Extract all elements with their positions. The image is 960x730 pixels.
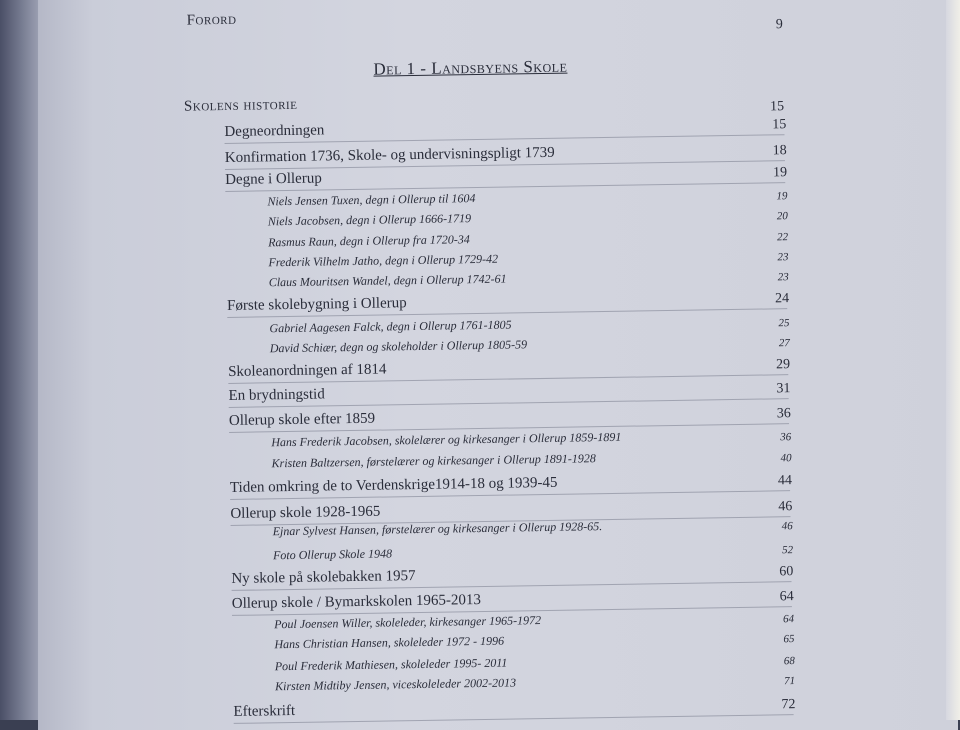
- toc-entry-page: 65: [783, 633, 795, 646]
- toc-entry-label: Niels Jensen Tuxen, degn i Ollerup til 1604: [267, 191, 476, 209]
- toc-entry-page: 36: [780, 431, 792, 444]
- toc-entry-page: 71: [783, 675, 796, 688]
- toc-entry-label: Første skolebygning i Ollerup: [226, 295, 407, 314]
- toc-entry-label: Skoleanordningen af 1814: [228, 361, 387, 380]
- toc-entry-page: 64: [783, 613, 795, 626]
- toc-entry-page: 40: [780, 452, 792, 465]
- toc-entry-label: Hans Christian Hansen, skoleleder 1972 - 1996: [274, 633, 505, 652]
- toc-entry-label: Ollerup skole 1928-1965: [230, 503, 381, 522]
- toc-entry-label: Foto Ollerup Skole 1948: [272, 546, 393, 563]
- toc-entry-page: 44: [777, 473, 793, 489]
- toc-entry-page: 19: [776, 190, 788, 203]
- toc-entry-label: Degneordningen: [224, 122, 325, 140]
- toc-entry-label: Rasmus Raun, degn i Ollerup fra 1720-34: [268, 232, 470, 250]
- toc-entry-page: 29: [775, 357, 791, 373]
- toc-entry-label: Ollerup skole efter 1859: [228, 410, 376, 429]
- toc-entry-label: Poul Joensen Willer, skoleleder, kirkesanger 1965-1972: [274, 613, 542, 632]
- toc-entry-label: Frederik Vilhelm Jatho, degn i Ollerup 1729-42: [268, 251, 499, 270]
- toc-entry-label: Niels Jacobsen, degn i Ollerup 1666-1719: [267, 211, 472, 229]
- part-title: Del 1 - Landsbyens Skole: [373, 56, 568, 79]
- toc-entry-page: 23: [777, 251, 789, 264]
- toc-entry-label: Ny skole på skolebakken 1957: [231, 568, 416, 587]
- toc-entry-page: 18: [772, 143, 787, 159]
- toc-entry-label: David Schiær, degn og skoleholder i Ollerup 1805-59: [269, 337, 528, 356]
- toc-entry-page: 36: [776, 406, 791, 422]
- forord-label: Forord: [186, 11, 237, 29]
- toc-entry-page: 60: [779, 564, 794, 580]
- toc-entry-label: Kirsten Midtiby Jensen, viceskoleleder 2002-2013: [274, 675, 517, 694]
- toc-entry-page: 24: [774, 291, 790, 307]
- toc-entry-page: 15: [772, 117, 787, 133]
- toc-entry-page: 52: [781, 544, 794, 557]
- toc-entry-page: 27: [778, 337, 790, 350]
- toc-entry-page: 72: [781, 697, 796, 713]
- toc-entry-page: 23: [777, 271, 789, 284]
- toc-entry-label: Gabriel Aagesen Falck, degn i Ollerup 1761-1805: [269, 317, 512, 336]
- toc-entry-page: 25: [778, 317, 790, 330]
- toc-entry-label: Ollerup skole / Bymarkskolen 1965-2013: [231, 592, 482, 612]
- toc-entry-label: Claus Mouritsen Wandel, degn i Ollerup 1742-61: [268, 271, 507, 290]
- toc-entry-label: Hans Frederik Jacobsen, skolelærer og kirkesanger i Ollerup 1859-1891: [271, 429, 622, 450]
- toc-entry-label: Tiden omkring de to Verdenskrige1914-18 og 1939-45: [229, 474, 558, 496]
- toc-entry-page: 46: [781, 520, 793, 533]
- toc-entry-page: 22: [777, 231, 789, 244]
- toc-entry-page: 68: [783, 655, 795, 668]
- toc-entry-page: 20: [776, 210, 788, 223]
- section-page: 15: [769, 99, 785, 115]
- toc-entry-label: Poul Frederik Mathiesen, skoleleder 1995- 2011: [274, 655, 508, 674]
- toc-entry-page: 19: [772, 165, 788, 181]
- toc-entry-page: 64: [779, 589, 794, 605]
- toc-entry-label: Ejnar Sylvest Hansen, førstelærer og kirkesanger i Ollerup 1928-65.: [272, 519, 603, 539]
- toc-entry-label: Konfirmation 1736, Skole- og undervisningspligt 1739: [224, 144, 555, 166]
- section-heading: Skolens historie: [183, 96, 298, 115]
- toc-entry-label: Efterskrift: [233, 702, 296, 720]
- toc-entry-page: 46: [778, 499, 793, 515]
- forord-page: 9: [775, 17, 783, 33]
- toc-entry-label: Kristen Baltzersen, førstelærer og kirkesanger i Ollerup 1891-1928: [271, 451, 596, 471]
- toc-entry-page: 31: [776, 381, 791, 397]
- toc-entry-label: Degne i Ollerup: [225, 170, 322, 188]
- toc-entry-label: En brydningstid: [228, 386, 325, 404]
